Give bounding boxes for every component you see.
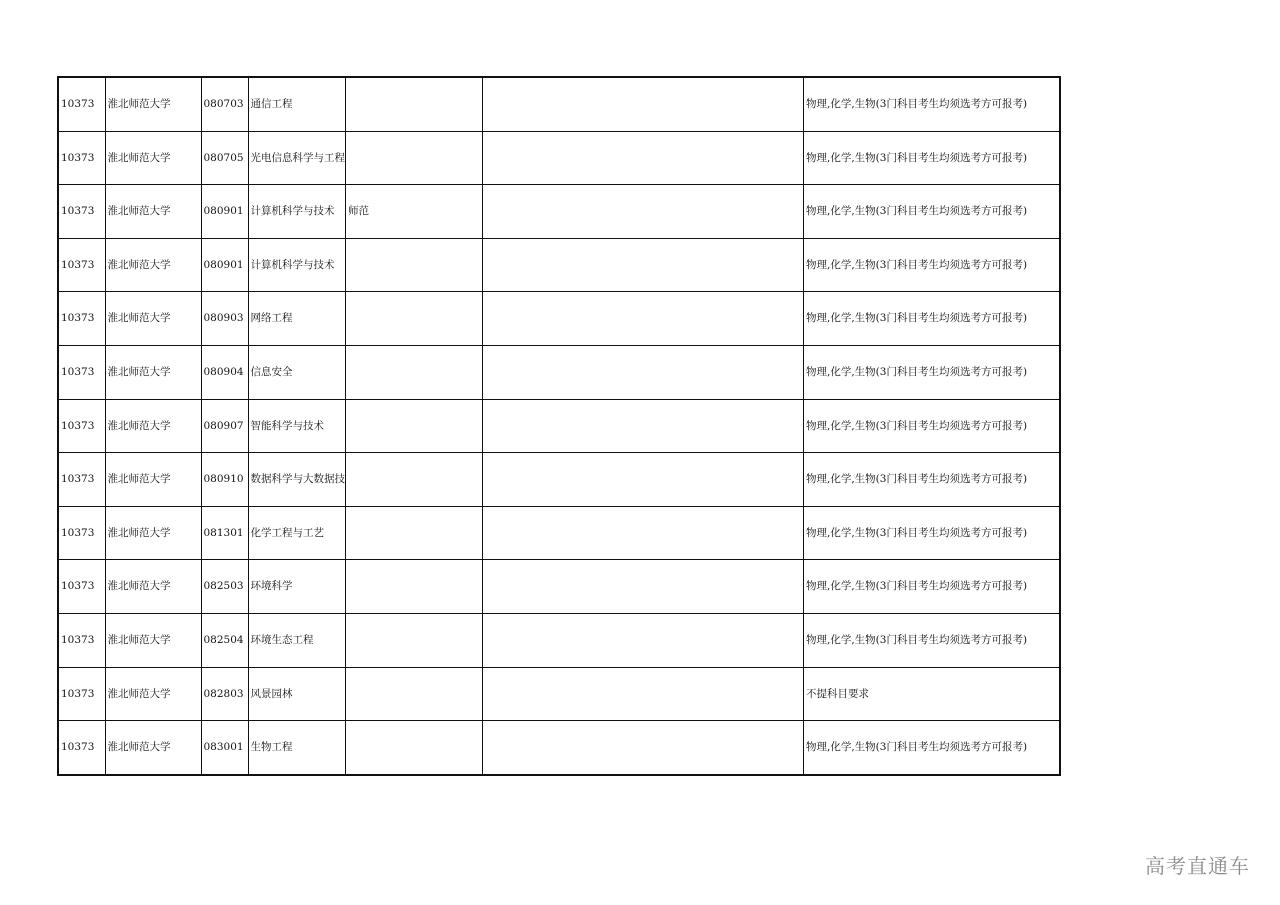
major-code-cell: 082504 xyxy=(201,613,248,667)
major-name-cell: 环境生态工程 xyxy=(248,613,346,667)
blank-cell xyxy=(483,560,804,614)
note-cell xyxy=(346,238,483,292)
major-code-cell: 081301 xyxy=(201,506,248,560)
blank-cell xyxy=(483,399,804,453)
subject-requirement-cell: 物理,化学,生物(3门科目考生均须选考方可报考) xyxy=(804,506,1060,560)
school-name-cell: 淮北师范大学 xyxy=(105,667,201,721)
school-code-cell: 10373 xyxy=(58,721,105,775)
major-code-cell: 080904 xyxy=(201,345,248,399)
note-cell xyxy=(346,453,483,507)
subject-requirement-cell: 物理,化学,生物(3门科目考生均须选考方可报考) xyxy=(804,238,1060,292)
school-name-cell: 淮北师范大学 xyxy=(105,345,201,399)
school-code-cell: 10373 xyxy=(58,667,105,721)
note-cell xyxy=(346,560,483,614)
subject-requirement-cell: 物理,化学,生物(3门科目考生均须选考方可报考) xyxy=(804,399,1060,453)
table-row xyxy=(58,721,1060,775)
subject-requirement-cell: 物理,化学,生物(3门科目考生均须选考方可报考) xyxy=(804,77,1060,131)
school-code-cell: 10373 xyxy=(58,131,105,185)
blank-cell xyxy=(483,613,804,667)
blank-cell xyxy=(483,345,804,399)
school-name-cell: 淮北师范大学 xyxy=(105,506,201,560)
school-code-cell: 10373 xyxy=(58,560,105,614)
school-code-cell: 10373 xyxy=(58,399,105,453)
major-code-cell: 080907 xyxy=(201,399,248,453)
major-code-cell: 083001 xyxy=(201,721,248,775)
note-cell xyxy=(346,292,483,346)
table-body xyxy=(58,77,1060,775)
table-row xyxy=(58,667,1060,721)
major-code-cell: 080910 xyxy=(201,453,248,507)
major-name-cell: 环境科学 xyxy=(248,560,346,614)
school-code-cell: 10373 xyxy=(58,185,105,239)
subject-requirement-cell: 物理,化学,生物(3门科目考生均须选考方可报考) xyxy=(804,560,1060,614)
subject-requirement-cell: 物理,化学,生物(3门科目考生均须选考方可报考) xyxy=(804,292,1060,346)
major-code-cell: 080705 xyxy=(201,131,248,185)
major-code-cell: 082803 xyxy=(201,667,248,721)
major-name-cell: 风景园林 xyxy=(248,667,346,721)
school-name-cell: 淮北师范大学 xyxy=(105,453,201,507)
table-row xyxy=(58,399,1060,453)
subject-requirement-cell: 物理,化学,生物(3门科目考生均须选考方可报考) xyxy=(804,131,1060,185)
subject-requirement-cell: 物理,化学,生物(3门科目考生均须选考方可报考) xyxy=(804,345,1060,399)
major-name-cell: 通信工程 xyxy=(248,77,346,131)
blank-cell xyxy=(483,238,804,292)
watermark-text: 高考直通车 xyxy=(1145,854,1250,878)
school-name-cell: 淮北师范大学 xyxy=(105,721,201,775)
note-cell xyxy=(346,77,483,131)
school-code-cell: 10373 xyxy=(58,77,105,131)
blank-cell xyxy=(483,721,804,775)
note-cell xyxy=(346,667,483,721)
table-row xyxy=(58,506,1060,560)
note-cell xyxy=(346,399,483,453)
note-cell xyxy=(346,721,483,775)
blank-cell xyxy=(483,506,804,560)
school-name-cell: 淮北师范大学 xyxy=(105,238,201,292)
note-cell xyxy=(346,613,483,667)
school-code-cell: 10373 xyxy=(58,613,105,667)
school-code-cell: 10373 xyxy=(58,453,105,507)
major-code-cell: 082503 xyxy=(201,560,248,614)
table-row xyxy=(58,613,1060,667)
major-name-cell: 光电信息科学与工程 xyxy=(248,131,346,185)
table-row xyxy=(58,131,1060,185)
note-cell: 师范 xyxy=(346,185,483,239)
school-name-cell: 淮北师范大学 xyxy=(105,77,201,131)
major-name-cell: 数据科学与大数据技 xyxy=(248,453,346,507)
school-name-cell: 淮北师范大学 xyxy=(105,292,201,346)
table-row xyxy=(58,345,1060,399)
blank-cell xyxy=(483,667,804,721)
table-row xyxy=(58,453,1060,507)
subject-requirement-cell: 不提科目要求 xyxy=(804,667,1060,721)
blank-cell xyxy=(483,131,804,185)
major-name-cell: 计算机科学与技术 xyxy=(248,185,346,239)
major-name-cell: 化学工程与工艺 xyxy=(248,506,346,560)
major-name-cell: 网络工程 xyxy=(248,292,346,346)
major-name-cell: 生物工程 xyxy=(248,721,346,775)
school-name-cell: 淮北师范大学 xyxy=(105,613,201,667)
major-name-cell: 信息安全 xyxy=(248,345,346,399)
table-row xyxy=(58,238,1060,292)
note-cell xyxy=(346,131,483,185)
school-code-cell: 10373 xyxy=(58,345,105,399)
major-name-cell: 智能科学与技术 xyxy=(248,399,346,453)
school-name-cell: 淮北师范大学 xyxy=(105,185,201,239)
school-code-cell: 10373 xyxy=(58,506,105,560)
school-code-cell: 10373 xyxy=(58,238,105,292)
subject-requirement-cell: 物理,化学,生物(3门科目考生均须选考方可报考) xyxy=(804,613,1060,667)
school-code-cell: 10373 xyxy=(58,292,105,346)
table-row xyxy=(58,185,1060,239)
school-name-cell: 淮北师范大学 xyxy=(105,560,201,614)
major-name-cell: 计算机科学与技术 xyxy=(248,238,346,292)
major-code-cell: 080903 xyxy=(201,292,248,346)
blank-cell xyxy=(483,292,804,346)
blank-cell xyxy=(483,77,804,131)
major-code-cell: 080901 xyxy=(201,185,248,239)
blank-cell xyxy=(483,185,804,239)
table-row xyxy=(58,292,1060,346)
table-row xyxy=(58,560,1060,614)
table-row xyxy=(58,77,1060,131)
admission-requirements-table xyxy=(57,76,1061,776)
subject-requirement-cell: 物理,化学,生物(3门科目考生均须选考方可报考) xyxy=(804,453,1060,507)
blank-cell xyxy=(483,453,804,507)
note-cell xyxy=(346,506,483,560)
subject-requirement-cell: 物理,化学,生物(3门科目考生均须选考方可报考) xyxy=(804,185,1060,239)
subject-requirement-cell: 物理,化学,生物(3门科目考生均须选考方可报考) xyxy=(804,721,1060,775)
school-name-cell: 淮北师范大学 xyxy=(105,131,201,185)
school-name-cell: 淮北师范大学 xyxy=(105,399,201,453)
major-code-cell: 080901 xyxy=(201,238,248,292)
major-code-cell: 080703 xyxy=(201,77,248,131)
note-cell xyxy=(346,345,483,399)
